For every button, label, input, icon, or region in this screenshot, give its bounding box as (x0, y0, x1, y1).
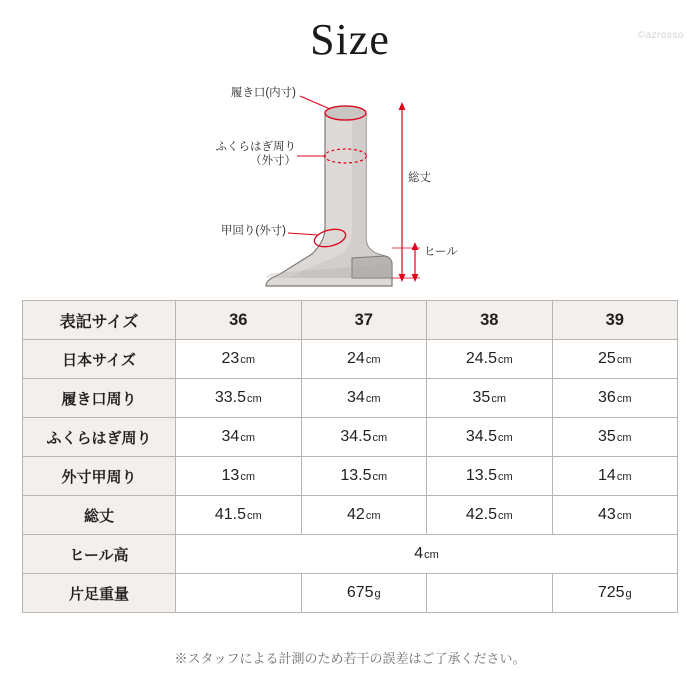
label-instep: 甲回り(外寸) (220, 225, 286, 237)
table-cell (176, 418, 302, 457)
table-cell (427, 574, 553, 613)
cell-value: 36 (598, 389, 616, 406)
cell-unit: cm (616, 471, 632, 483)
cell-value: 4 (414, 545, 424, 562)
cell-unit: cm (365, 510, 381, 522)
cell-unit: cm (365, 354, 381, 366)
row-label: 日本サイズ (23, 340, 176, 379)
table-cell (427, 496, 553, 535)
boot-diagram (0, 78, 700, 293)
table-header-cell: 表記サイズ (23, 301, 176, 340)
cell-unit: cm (240, 354, 255, 366)
cell-value: 34 (347, 389, 365, 406)
table-cell (552, 340, 678, 379)
table-row (23, 379, 678, 418)
table-cell (552, 418, 678, 457)
table-cell (427, 457, 553, 496)
cell-unit: g (374, 588, 381, 600)
cell-unit: cm (365, 393, 381, 405)
row-label: 履き口周り (23, 379, 176, 418)
cell-value: 14 (598, 467, 616, 484)
row-label: 外寸甲周り (23, 457, 176, 496)
cell-unit: cm (424, 549, 439, 561)
cell-value: 23 (221, 350, 240, 367)
cell-unit: cm (616, 354, 632, 366)
table-cell (176, 379, 302, 418)
table-header-cell: 36 (176, 301, 302, 340)
footer-note: ※スタッフによる計測のため若干の誤差はご了承ください。 (174, 651, 526, 666)
table-row (23, 496, 678, 535)
cell-value: 13 (221, 467, 240, 484)
table-cell (301, 379, 427, 418)
cell-value: 33.5 (214, 389, 246, 406)
watermark: ©azrosso (637, 30, 684, 41)
heel-height-arrow-top (412, 242, 419, 250)
cell-unit: cm (491, 393, 506, 405)
cell-value: 13.5 (465, 467, 497, 484)
total-height-arrow-top (399, 102, 406, 110)
row-label: 片足重量 (23, 574, 176, 613)
cell-value: 42 (347, 506, 365, 523)
table-cell (301, 574, 427, 613)
page-title: Size (310, 15, 390, 64)
cell-value: 675 (346, 584, 374, 601)
table-cell (301, 496, 427, 535)
boot-illustration (0, 78, 700, 293)
table-row-weight (23, 574, 678, 613)
table-cell (176, 574, 302, 613)
cell-value: 24 (347, 350, 365, 367)
cell-value: 35 (472, 389, 491, 406)
cell-unit: cm (497, 432, 513, 444)
cell-unit: cm (246, 510, 262, 522)
table-cell (301, 457, 427, 496)
cell-value: 43 (598, 506, 616, 523)
cell-value: 24.5 (465, 350, 497, 367)
cell-value: 35 (598, 428, 616, 445)
cell-value: 41.5 (214, 506, 246, 523)
table-cell (427, 379, 553, 418)
cell-unit: cm (240, 432, 255, 444)
cell-value: 13.5 (340, 467, 372, 484)
instep-leader-line (288, 233, 318, 235)
cell-unit: cm (616, 393, 632, 405)
table-row (23, 418, 678, 457)
table-cell (552, 379, 678, 418)
row-label: ヒール高 (23, 535, 176, 574)
table-row (23, 457, 678, 496)
cell-unit: cm (372, 432, 388, 444)
cell-unit: cm (497, 354, 513, 366)
cell-unit: cm (246, 393, 262, 405)
table-header-cell: 37 (301, 301, 427, 340)
table-cell (176, 340, 302, 379)
table-row (23, 340, 678, 379)
cell-value: 42.5 (465, 506, 497, 523)
table-row-heel (23, 535, 678, 574)
row-label: 総丈 (23, 496, 176, 535)
table-header-cell: 39 (552, 301, 678, 340)
label-calf-line2: （外寸） (250, 155, 296, 167)
cell-unit: cm (372, 471, 388, 483)
label-heel: ヒール (424, 246, 458, 258)
cell-value: 34 (221, 428, 240, 445)
table-cell (301, 418, 427, 457)
cell-value: 725 (597, 584, 625, 601)
label-opening: 履き口(内寸) (230, 87, 296, 99)
label-total-height: 総丈 (408, 172, 431, 184)
cell-value: 25 (598, 350, 616, 367)
size-table-wrap (22, 300, 678, 613)
table-header-cell: 38 (427, 301, 553, 340)
table-cell (176, 496, 302, 535)
cell-unit: cm (616, 432, 632, 444)
opening-leader-line (300, 96, 330, 109)
table-cell (427, 418, 553, 457)
cell-unit: g (625, 588, 632, 600)
table-cell (427, 340, 553, 379)
table-cell (552, 496, 678, 535)
table-header-row (23, 301, 678, 340)
cell-unit: cm (497, 471, 513, 483)
row-label: ふくらはぎ周り (23, 418, 176, 457)
cell-unit: cm (616, 510, 632, 522)
cell-unit: cm (497, 510, 513, 522)
cell-value: 34.5 (340, 428, 372, 445)
size-table (22, 300, 678, 613)
cell-unit: cm (240, 471, 255, 483)
table-cell (552, 457, 678, 496)
table-cell (552, 574, 678, 613)
label-calf-line1: ふくらはぎ周り (215, 141, 296, 153)
cell-value: 34.5 (465, 428, 497, 445)
table-cell (301, 340, 427, 379)
table-cell-merged (176, 535, 678, 574)
table-cell (176, 457, 302, 496)
